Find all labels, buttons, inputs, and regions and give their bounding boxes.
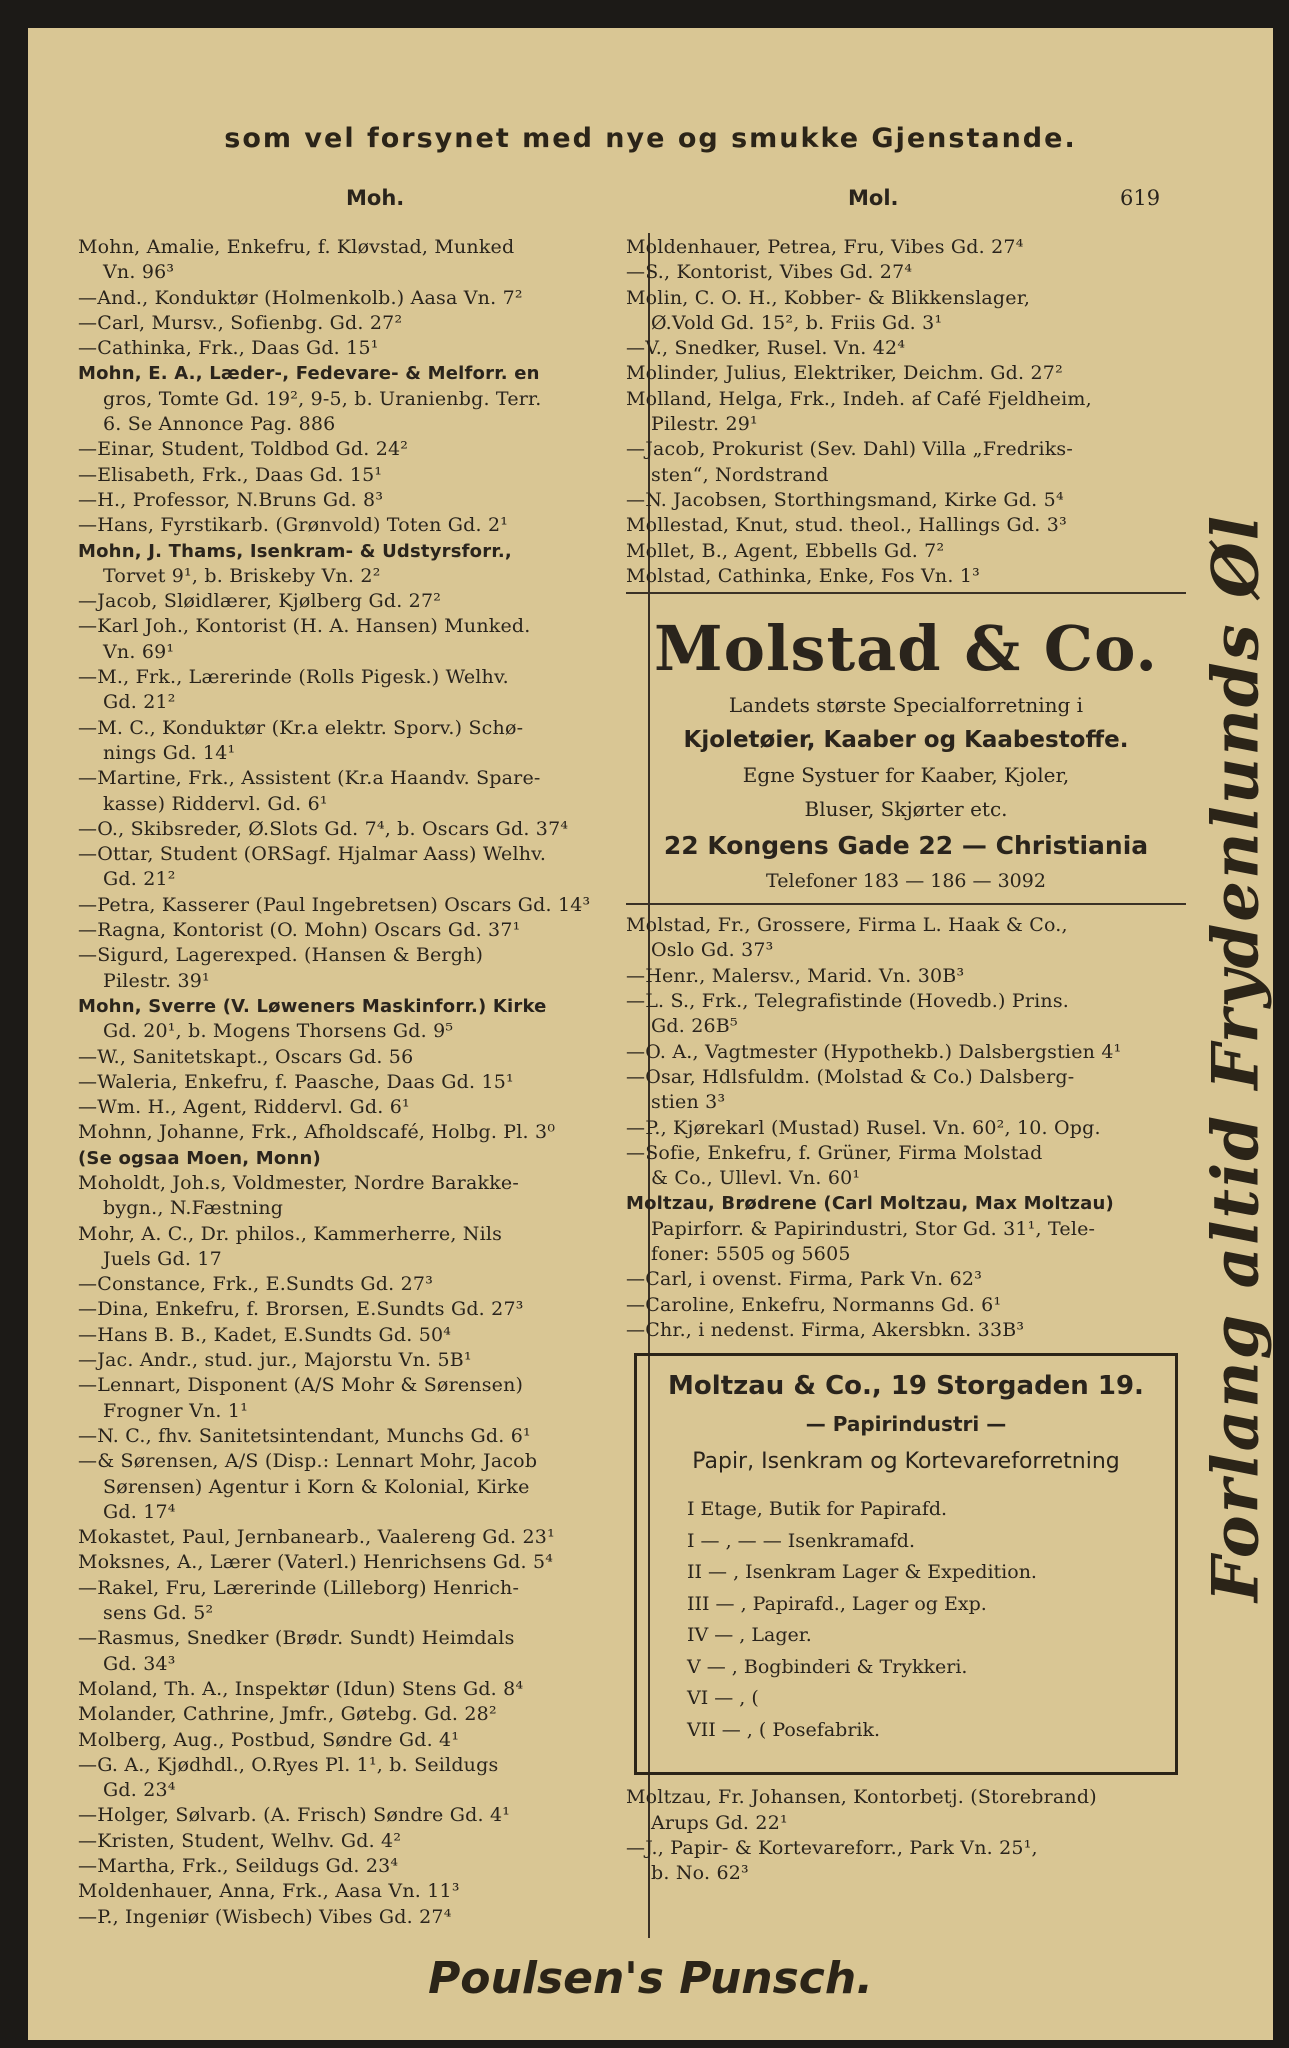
directory-entry-line: —Rasmus, Snedker (Brødr. Sundt) Heimdals xyxy=(78,1627,515,1650)
right-column xyxy=(626,235,1186,1886)
directory-entry-line: —& Sørensen, A/S (Disp.: Lennart Mohr, Jacob xyxy=(78,1450,538,1473)
moltzau-ad-title: Moltzau & Co., 19 Storgaden 19. xyxy=(668,1371,1144,1402)
moltzau-ad-subtitle: — Papirindustri — xyxy=(805,1412,1007,1437)
directory-entry-line: —H., Professor, N.Bruns Gd. 8³ xyxy=(78,488,384,511)
directory-entry-line: —Kristen, Student, Welhv. Gd. 4² xyxy=(78,1829,402,1852)
directory-entry-line: —Constance, Frk., E.Sundts Gd. 27³ xyxy=(78,1273,434,1296)
moltzau-floor-item: V — , Bogbinderi & Trykkeri. xyxy=(687,1655,968,1678)
moltzau-floor-item: II — , Isenkram Lager & Expedition. xyxy=(687,1561,1037,1584)
directory-entry-line: —Jac. Andr., stud. jur., Majorstu Vn. 5B¹ xyxy=(78,1349,472,1372)
right-column-top-entries xyxy=(626,235,1186,589)
directory-entry-line: —Waleria, Enkefru, f. Paasche, Daas Gd. 15¹ xyxy=(78,1070,514,1093)
directory-entry-line: Papirforr. & Papirindustri, Stor Gd. 31¹, Tele- xyxy=(651,1217,1096,1240)
directory-entry-line: Gd. 26B⁵ xyxy=(651,1015,738,1038)
directory-entry-line: —N. C., fhv. Sanitetsintendant, Munchs Gd. 6¹ xyxy=(78,1424,531,1447)
directory-entry-line: Molinder, Julius, Elektriker, Deichm. Gd. 27² xyxy=(626,362,1063,385)
moltzau-ad-tagline: Papir, Isenkram og Kortevareforretning xyxy=(692,1449,1120,1475)
directory-entry-line: Frogner Vn. 1¹ xyxy=(103,1399,249,1422)
directory-entry-line: —O. A., Vagtmester (Hypothekb.) Dalsbergstien 4¹ xyxy=(626,1040,1122,1063)
directory-entry-line: —Cathinka, Frk., Daas Gd. 15¹ xyxy=(78,337,379,360)
directory-entry-line: —Elisabeth, Frk., Daas Gd. 15¹ xyxy=(78,463,383,486)
directory-entry-line: —Ottar, Student (ORSagf. Hjalmar Aass) Welhv. xyxy=(78,843,547,866)
molstad-ad-line2: Kjoletøier, Kaaber og Kaabestoffe. xyxy=(683,727,1129,754)
directory-entry-line: —Lennart, Disponent (A/S Mohr & Sørensen) xyxy=(78,1374,524,1397)
directory-entry-line: —Ragna, Kontorist (O. Mohn) Oscars Gd. 37¹ xyxy=(78,919,521,942)
directory-entry-line: —Sofie, Enkefru, f. Grüner, Firma Molstad xyxy=(626,1141,1043,1164)
top-banner: som vel forsynet med nye og smukke Gjenstande. xyxy=(224,123,1077,154)
directory-entry-line: —W., Sanitetskapt., Oscars Gd. 56 xyxy=(78,1045,414,1068)
directory-entry-line: Gd. 23⁴ xyxy=(103,1779,176,1802)
directory-entry-line: Molstad, Cathinka, Enke, Fos Vn. 1³ xyxy=(626,564,980,587)
directory-entry-line: Molander, Cathrine, Jmfr., Gøtebg. Gd. 28² xyxy=(78,1703,497,1726)
molstad-ad-line3b: Bluser, Skjørter etc. xyxy=(804,797,1008,822)
directory-entry-line: Moldenhauer, Anna, Frk., Aasa Vn. 11³ xyxy=(78,1880,460,1903)
directory-entry-line: Ø.Vold Gd. 15², b. Friis Gd. 3¹ xyxy=(651,311,943,334)
directory-entry-line: Mohn, Sverre (V. Løweners Maskinforr.) Kirke xyxy=(78,995,547,1017)
directory-entry-line: —And., Konduktør (Holmenkolb.) Aasa Vn. 7² xyxy=(78,286,523,309)
directory-entry-line: & Co., Ullevl. Vn. 60¹ xyxy=(651,1167,861,1190)
directory-entry-line: —P., Kjørekarl (Mustad) Rusel. Vn. 60², 10. Opg. xyxy=(626,1116,1101,1139)
directory-entry-line: —Rakel, Fru, Lærerinde (Lilleborg) Henrich- xyxy=(78,1576,520,1599)
directory-entry-line: —Sigurd, Lagerexped. (Hansen & Bergh) xyxy=(78,944,484,967)
directory-entry-line: Moltzau, Brødrene (Carl Moltzau, Max Moltzau) xyxy=(626,1193,1114,1215)
directory-entry-line: sten“, Nordstrand xyxy=(651,463,829,486)
directory-entry-line: —Caroline, Enkefru, Normanns Gd. 6¹ xyxy=(626,1293,1002,1316)
directory-entry-line: Torvet 9¹, b. Briskeby Vn. 2² xyxy=(103,564,381,587)
directory-entry-line: Gd. 21² xyxy=(103,691,176,714)
directory-entry-line: —V., Snedker, Rusel. Vn. 42⁴ xyxy=(626,337,906,360)
molstad-ad-line1: Landets største Specialforretning i xyxy=(728,693,1084,718)
directory-entry-line: Moksnes, A., Lærer (Vaterl.) Henrichsens Gd. 5⁴ xyxy=(78,1551,554,1574)
directory-entry-line: bygn., N.Fæstning xyxy=(103,1197,284,1220)
directory-entry-line: Oslo Gd. 37³ xyxy=(651,939,774,962)
directory-entry-line: —Martine, Frk., Assistent (Kr.a Haandv. Spare- xyxy=(78,767,541,790)
directory-entry-line: —Henr., Malersv., Marid. Vn. 30B³ xyxy=(626,964,965,987)
directory-entry-line: gros, Tomte Gd. 19², 9-5, b. Uranienbg. Terr. xyxy=(103,387,542,410)
directory-entry-line: Pilestr. 29¹ xyxy=(651,413,758,436)
directory-entry-line: —L. S., Frk., Telegrafistinde (Hovedb.) Prins. xyxy=(626,990,1070,1013)
directory-entry-line: Moland, Th. A., Inspektør (Idun) Stens Gd. 8⁴ xyxy=(78,1677,524,1700)
header-right-keyword: Mol. xyxy=(848,186,899,210)
directory-entry-line: Sørensen) Agentur i Korn & Kolonial, Kirke xyxy=(103,1475,530,1498)
footer-advertisement: Poulsen's Punsch. xyxy=(428,1953,873,2004)
molstad-ad-line3a: Egne Systuer for Kaaber, Kjoler, xyxy=(742,763,1070,788)
directory-entry-line: —Carl, Mursv., Sofienbg. Gd. 27² xyxy=(78,311,403,334)
directory-entry-line: —M., Frk., Lærerinde (Rolls Pigesk.) Welhv. xyxy=(78,666,509,689)
moltzau-floor-item: VI — , ( xyxy=(687,1687,759,1710)
moltzau-floor-item: I Etage, Butik for Papirafd. xyxy=(687,1498,948,1521)
directory-entry-line: stien 3³ xyxy=(651,1091,726,1114)
directory-entry-line: —O., Skibsreder, Ø.Slots Gd. 7⁴, b. Oscars Gd. 37⁴ xyxy=(78,817,569,840)
left-column xyxy=(78,235,650,1930)
directory-entry-line: Gd. 20¹, b. Mogens Thorsens Gd. 9⁵ xyxy=(103,1020,454,1043)
directory-entry-line: —M. C., Konduktør (Kr.a elektr. Sporv.) Schø- xyxy=(78,716,524,739)
directory-entry-line: Molin, C. O. H., Kobber- & Blikkenslager, xyxy=(626,286,1031,309)
directory-entry-line: 6. Se Annonce Pag. 886 xyxy=(103,413,336,436)
directory-entry-line: Gd. 34³ xyxy=(103,1652,176,1675)
directory-entry-line: Vn. 96³ xyxy=(103,261,175,284)
directory-entry-line: —Wm. H., Agent, Riddervl. Gd. 6¹ xyxy=(78,1096,410,1119)
right-column-middle-entries xyxy=(626,913,1186,1343)
directory-entry-line: —Jacob, Prokurist (Sev. Dahl) Villa „Fredriks- xyxy=(626,438,1074,461)
molstad-ad-title: Molstad & Co. xyxy=(654,612,1158,686)
directory-entry-line: sens Gd. 5² xyxy=(103,1602,214,1625)
directory-entry-line: nings Gd. 14¹ xyxy=(103,741,236,764)
directory-entry-line: foner: 5505 og 5605 xyxy=(651,1243,851,1266)
directory-entry-line: —Petra, Kasserer (Paul Ingebretsen) Oscars Gd. 14³ xyxy=(78,893,591,916)
right-column-bottom-entries xyxy=(626,1785,1186,1886)
directory-entry-line: Mohn, E. A., Læder-, Fedevare- & Melforr. en xyxy=(78,363,540,385)
directory-entry-line: —N. Jacobsen, Storthingsmand, Kirke Gd. 5⁴ xyxy=(626,488,1064,511)
directory-entry-line: —J., Papir- & Kortevareforr., Park Vn. 25¹, xyxy=(626,1836,1038,1859)
moltzau-floor-item: VII — , ( Posefabrik. xyxy=(687,1718,881,1741)
divider-line xyxy=(626,903,1186,905)
molstad-ad-address: 22 Kongens Gade 22 — Christiania xyxy=(663,831,1149,861)
header-left-keyword: Moh. xyxy=(346,186,405,210)
directory-entry-line: (Se ogsaa Moen, Monn) xyxy=(78,1147,321,1169)
directory-entry-line: Moholdt, Joh.s, Voldmester, Nordre Barakke- xyxy=(78,1171,519,1194)
divider-line xyxy=(626,592,1186,594)
directory-entry-line: —Holger, Sølvarb. (A. Frisch) Søndre Gd. 4¹ xyxy=(78,1804,511,1827)
directory-entry-line: Juels Gd. 17 xyxy=(103,1247,222,1270)
moltzau-advertisement xyxy=(634,1353,1178,1775)
directory-entry-line: Mohnn, Johanne, Frk., Afholdscafé, Holbg. Pl. 3⁰ xyxy=(78,1121,556,1144)
directory-entry-line: Molberg, Aug., Postbud, Søndre Gd. 4¹ xyxy=(78,1728,460,1751)
directory-entry-line: —Karl Joh., Kontorist (H. A. Hansen) Munked. xyxy=(78,615,531,638)
directory-entry-line: —G. A., Kjødhdl., O.Ryes Pl. 1¹, b. Seildugs xyxy=(78,1753,499,1776)
directory-entry-line: —Hans B. B., Kadet, E.Sundts Gd. 50⁴ xyxy=(78,1323,452,1346)
directory-entry-line: —Jacob, Sløidlærer, Kjølberg Gd. 27² xyxy=(78,590,442,613)
directory-entry-line: b. No. 62³ xyxy=(651,1862,749,1885)
directory-entry-line: Mohn, Amalie, Enkefru, f. Kløvstad, Munked xyxy=(78,236,515,258)
side-advertisement: Forlang altid Frydenlunds Øl xyxy=(1198,513,1274,1603)
directory-entry-line: kasse) Riddervl. Gd. 6¹ xyxy=(103,792,328,815)
directory-entry-line: —Einar, Student, Toldbod Gd. 24² xyxy=(78,438,409,461)
directory-entry-line: Mohr, A. C., Dr. philos., Kammerherre, Nils xyxy=(78,1222,503,1245)
directory-entry-line: —Hans, Fyrstikarb. (Grønvold) Toten Gd. 2¹ xyxy=(78,514,509,537)
page-number: 619 xyxy=(1120,186,1161,210)
directory-entry-line: Molstad, Fr., Grossere, Firma L. Haak & Co., xyxy=(626,914,1068,937)
directory-entry-line: —Dina, Enkefru, f. Brorsen, E.Sundts Gd. 27³ xyxy=(78,1298,524,1321)
directory-entry-line: Mollestad, Knut, stud. theol., Hallings Gd. 3³ xyxy=(626,514,1067,537)
directory-entry-line: —Martha, Frk., Seildugs Gd. 23⁴ xyxy=(78,1855,399,1877)
directory-entry-line: Gd. 17⁴ xyxy=(103,1500,176,1523)
directory-entry-line: Mollet, B., Agent, Ebbells Gd. 7² xyxy=(626,539,945,562)
directory-entry-line: Moltzau, Fr. Johansen, Kontorbetj. (Storebrand) xyxy=(626,1786,1097,1809)
directory-entry-line: —Osar, Hdlsfuldm. (Molstad & Co.) Dalsberg- xyxy=(626,1065,1075,1088)
directory-entry-line: Mokastet, Paul, Jernbanearb., Vaalereng Gd. 23¹ xyxy=(78,1526,555,1549)
directory-entry-line: Pilestr. 39¹ xyxy=(103,969,210,992)
directory-entry-line: Moldenhauer, Petrea, Fru, Vibes Gd. 27⁴ xyxy=(626,236,1024,258)
directory-entry-line: —Chr., i nedenst. Firma, Akersbkn. 33B³ xyxy=(626,1318,1025,1341)
directory-entry-line: —P., Ingeniør (Wisbech) Vibes Gd. 27⁴ xyxy=(78,1905,452,1928)
moltzau-floor-list xyxy=(647,1494,1165,1746)
directory-entry-line: —Carl, i ovenst. Firma, Park Vn. 62³ xyxy=(626,1268,983,1291)
directory-page xyxy=(28,28,1273,2040)
directory-entry-line: Mohn, J. Thams, Isenkram- & Udstyrsforr., xyxy=(78,540,512,562)
directory-entry-line: Vn. 69¹ xyxy=(103,640,175,663)
moltzau-floor-item: III — , Papirafd., Lager og Exp. xyxy=(687,1592,987,1615)
directory-entry-line: Arups Gd. 22¹ xyxy=(651,1811,788,1834)
moltzau-floor-item: I — , — — Isenkramafd. xyxy=(687,1529,915,1552)
directory-entry-line: Gd. 21² xyxy=(103,868,176,891)
directory-entry-line: Molland, Helga, Frk., Indeh. af Café Fjeldheim, xyxy=(626,387,1092,410)
directory-entry-line: —S., Kontorist, Vibes Gd. 27⁴ xyxy=(626,261,913,284)
molstad-advertisement xyxy=(626,602,1186,900)
molstad-ad-phones: Telefoner 183 — 186 — 3092 xyxy=(766,870,1046,893)
moltzau-floor-item: IV — , Lager. xyxy=(687,1624,812,1647)
